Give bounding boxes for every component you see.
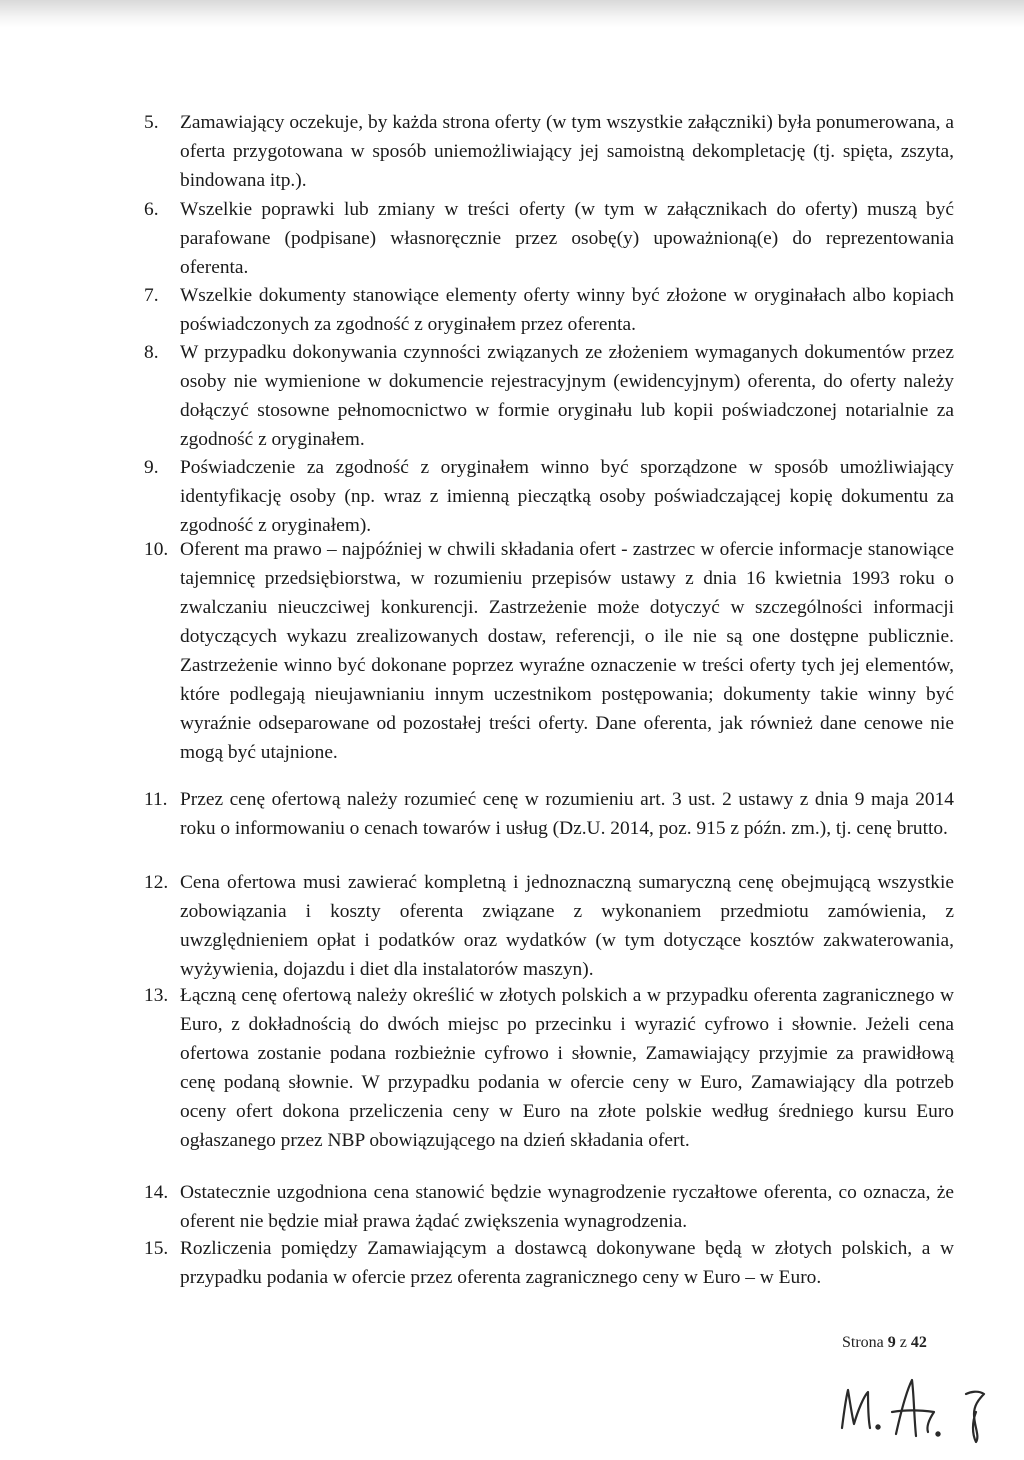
signature-initials	[834, 1372, 1004, 1444]
item-number: 15.	[144, 1238, 169, 1259]
page-number	[842, 1334, 927, 1352]
list-item	[144, 338, 954, 454]
list-item	[144, 535, 954, 767]
item-number: 13.	[144, 985, 169, 1006]
item-number: 10.	[144, 539, 169, 560]
item-number: 14.	[144, 1182, 169, 1203]
list-item	[144, 1178, 954, 1236]
page-separator: z	[899, 1334, 907, 1351]
list-item	[144, 1234, 954, 1292]
item-text: W przypadku dokonywania czynności związanych ze złożeniem wymaganych dokumentów przez osoby nie wymienione w dokumencie rejestracyjnym (ewidencyjnym) oferenta, do oferty należy dołączyć stosowne pełnomocnictwo w formie oryginału lub kopii poświadczonej notarialnie za zgodność z oryginałem.	[180, 342, 954, 450]
item-number: 6.	[144, 199, 159, 220]
item-text: Poświadczenie za zgodność z oryginałem winno być sporządzone w sposób umożliwiający identyfikację osoby (np. wraz z imienną pieczątką osoby poświadczającej kopię dokumentu za zgodność z oryginałem).	[180, 457, 954, 536]
item-text: Przez cenę ofertową należy rozumieć cenę w rozumieniu art. 3 ust. 2 ustawy z dnia 9 maja 2014 roku o informowaniu o cenach towarów i usług (Dz.U. 2014, poz. 915 z późn. zm.), tj. cenę brutto.	[180, 789, 954, 839]
page-label: Strona	[842, 1334, 884, 1351]
item-number: 7.	[144, 285, 159, 306]
item-number: 5.	[144, 112, 159, 133]
item-number: 11.	[144, 789, 168, 810]
item-number: 12.	[144, 872, 169, 893]
item-text: Ostatecznie uzgodniona cena stanowić będzie wynagrodzenie ryczałtowe oferenta, co oznacza, że oferent nie będzie miał prawa żądać zwiększenia wynagrodzenia.	[180, 1182, 954, 1232]
total-pages: 42	[910, 1334, 927, 1351]
item-text: Zamawiający oczekuje, by każda strona oferty (w tym wszystkie załączniki) była ponumerowana, a oferta przygotowana w sposób uniemożliwiający jej samoistną dekompletację (tj. spięta, zszyta, bindowana itp.).	[180, 112, 954, 191]
list-item	[144, 868, 954, 984]
item-text: Cena ofertowa musi zawierać kompletną i jednoznaczną sumaryczną cenę obejmującą wszystkie zobowiązania i koszty oferenta związane z wykonaniem przedmiotu zamówienia, z uwzględnieniem opłat i podatków oraz wydatków (w tym dotyczące kosztów zakwaterowania, wyżywienia, dojazdu i diet dla instalatorów maszyn).	[180, 872, 954, 980]
list-item	[144, 981, 954, 1155]
item-text: Łączną cenę ofertową należy określić w złotych polskich a w przypadku oferenta zagranicznego w Euro, z dokładnością do dwóch miejsc po przecinku i wyrazić cyfrowo i słownie. Jeżeli cena ofertowa zostanie podana rozbieżnie cyfrowo i słownie, Zamawiający przyjmie za prawidłową cenę podaną słownie. W przypadku podania w ofercie ceny w Euro, Zamawiający dla potrzeb oceny ofert dokona przeliczenia ceny w Euro na złote polskie według średniego kursu Euro ogłaszanego przez NBP obowiązującego na dzień składania ofert.	[180, 985, 954, 1151]
item-text: Wszelkie dokumenty stanowiące elementy oferty winny być złożone w oryginałach albo kopiach poświadczonych za zgodność z oryginałem przez oferenta.	[180, 285, 954, 335]
list-item	[144, 195, 954, 282]
list-item	[144, 453, 954, 540]
list-item	[144, 108, 954, 195]
item-text: Rozliczenia pomiędzy Zamawiającym a dostawcą dokonywane będą w złotych polskich, a w przypadku podania w ofercie przez oferenta zagranicznego ceny w Euro – w Euro.	[180, 1238, 954, 1288]
list-item	[144, 785, 954, 843]
item-text: Oferent ma prawo – najpóźniej w chwili składania ofert - zastrzec w ofercie informacje stanowiące tajemnicę przedsiębiorstwa, w rozumieniu przepisów ustawy z dnia 16 kwietnia 1993 roku o zwalczaniu nieuczciwej konkurencji. Zastrzeżenie może dotyczyć w szczególności informacji dotyczących wykazu zrealizowanych dostaw, referencji, o ile nie są one dostępne publicznie. Zastrzeżenie winno być dokonane poprzez wyraźne oznaczenie w treści oferty tych jej elementów, które podlegają nieujawnianiu innym uczestnikom postępowania; dokumenty takie winny być wyraźnie odseparowane od pozostałej treści oferty. Dane oferenta, jak również dane cenowe nie mogą być utajnione.	[180, 539, 954, 763]
current-page: 9	[887, 1334, 896, 1351]
item-text: Wszelkie poprawki lub zmiany w treści oferty (w tym w załącznikach do oferty) muszą być parafowane (podpisane) własnoręcznie przez osobę(y) upoważnioną(e) do reprezentowania oferenta.	[180, 199, 954, 278]
item-number: 9.	[144, 457, 159, 478]
list-item	[144, 281, 954, 339]
item-number: 8.	[144, 342, 159, 363]
